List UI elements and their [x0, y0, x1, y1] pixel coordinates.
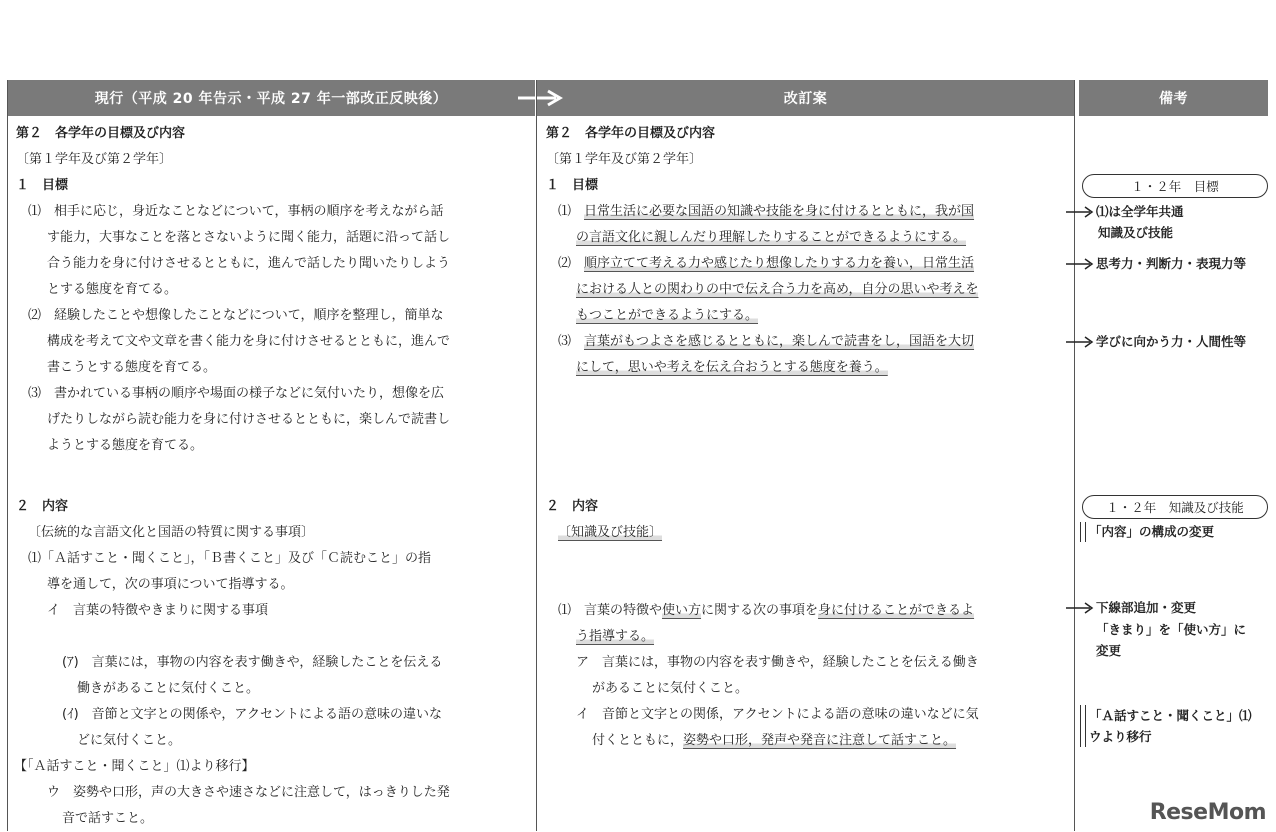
header-arrow-icon: [516, 88, 566, 108]
left-line: 〔第１学年及び第２学年〕: [16, 152, 173, 167]
left-line: 〔伝統的な言語文化と国語の特質に関する事項〕: [28, 525, 315, 540]
note-line: 変更: [1096, 643, 1122, 658]
notes-header-label: 備考: [1159, 91, 1188, 107]
right-line: 〔第１学年及び第２学年〕: [546, 152, 703, 167]
left-line: １ 目標: [16, 178, 69, 193]
note-line: ウより移行: [1089, 729, 1152, 744]
left-line: ２ 内容: [16, 499, 69, 514]
right-line: １ 目標: [546, 178, 599, 193]
right-line: 〔知識及び技能〕: [558, 525, 663, 540]
arrow-icon: [1066, 205, 1096, 219]
left-line: イ 言葉の特徴やきまりに関する事項: [47, 603, 269, 618]
note-line: 「内容」の構成の変更: [1089, 524, 1215, 539]
left-line: す能力，大事なことを落とさないように聞く能力，話題に沿って話し: [47, 230, 451, 245]
right-line: ２ 内容: [546, 499, 599, 514]
left-line: (ｱ) 言葉には，事物の内容を表す働きや，経験したことを伝える: [62, 655, 443, 670]
left-line: 構成を考えて文や文章を書く能力を身に付けさせるとともに，進んで: [47, 334, 451, 349]
right-line: の言語文化に親しんだり理解したりすることができるようにする。: [576, 230, 967, 245]
left-line: ⑵ 経験したことや想像したことなどについて，順序を整理し，簡単な: [28, 308, 444, 323]
note-line: 思考力・判断力・表現力等: [1096, 256, 1247, 271]
left-line: 音で話すこと。: [62, 811, 154, 826]
right-line: ア 言葉には，事物の内容を表す働きや，経験したことを伝える働き: [576, 655, 979, 670]
left-line: とする態度を育てる。: [47, 282, 178, 297]
left-line: げたりしながら読む能力を身に付けさせるとともに，楽しんで読書し: [47, 412, 451, 427]
note-line: 「きまり」を「使い方」に: [1096, 622, 1247, 637]
left-line: ウ 姿勢や口形，声の大きさや速さなどに注意して，はっきりした発: [47, 785, 450, 800]
right-border: [1074, 80, 1075, 831]
left-border: [7, 80, 8, 831]
right-line: ⑵ 順序立てて考える力や感じたり想像したりする力を養い，日常生活: [558, 256, 975, 271]
left-line: どに気付くこと。: [77, 733, 182, 748]
notes-header: [1079, 80, 1268, 116]
note-line: 学びに向かう力・人間性等: [1096, 334, 1247, 349]
vertical-bar: [1080, 522, 1086, 542]
left-line: 導を通して，次の事項について指導する。: [47, 577, 294, 592]
right-line: ⑴ 言葉の特徴や使い方に関する次の事項を身に付けることができるよ: [558, 603, 975, 618]
knowledge-pill: １・２年 知識及び技能: [1082, 495, 1268, 519]
left-line: (ｲ) 音節と文字との関係や，アクセントによる語の意味の違いな: [62, 707, 442, 722]
vertical-bar: [1080, 705, 1086, 747]
left-line: ようとする態度を育てる。: [47, 438, 204, 453]
left-line: 第２ 各学年の目標及び内容: [16, 126, 186, 141]
right-line: があることに気付くこと。: [592, 681, 749, 696]
right-line: における人との関わりの中で伝え合う力を高め，自分の思いや考えを: [576, 282, 979, 297]
mid-border: [536, 80, 537, 831]
revised-header-label: 改訂案: [783, 91, 828, 107]
current-header: [7, 80, 535, 116]
left-line: 働きがあることに気付くこと。: [77, 681, 260, 696]
right-line: もつことができるようにする。: [576, 308, 759, 323]
right-line: 付くとともに，姿勢や口形，発声や発音に注意して話すこと。: [592, 733, 957, 748]
right-line: 第２ 各学年の目標及び内容: [546, 126, 716, 141]
note-line: 知識及び技能: [1098, 225, 1174, 240]
current-header-label: 現行（平成 20 年告示・平成 27 年一部改正反映後）: [94, 91, 448, 107]
left-line: 合う能力を身に付けさせるとともに，進んで話したり聞いたりしよう: [47, 256, 451, 271]
right-line: にして，思いや考えを伝え合おうとする態度を養う。: [576, 360, 888, 375]
resemom-logo: ReseMom: [1149, 800, 1266, 825]
left-line: ⑴ 相手に応じ，身近なことなどについて，事柄の順序を考えながら話: [28, 204, 444, 219]
left-line: ⑴「Ａ話すこと・聞くこと」，「Ｂ書くこと」及び「Ｃ読むこと」の指: [28, 551, 432, 566]
arrow-icon: [1066, 257, 1096, 271]
note-line: ⑴は全学年共通: [1096, 204, 1184, 219]
left-line: ⑶ 書かれている事柄の順序や場面の様子などに気付いたり，想像を広: [28, 386, 445, 401]
note-line: 下線部追加・変更: [1096, 600, 1197, 615]
goal-pill: １・２年 目標: [1082, 174, 1268, 198]
right-line: ⑶ 言葉がもつよさを感じるとともに，楽しんで読書をし，国語を大切: [558, 334, 975, 349]
right-line: イ 音節と文字との関係，アクセントによる語の意味の違いなどに気: [576, 707, 979, 722]
note-line: 「Ａ話すこと・聞くこと」⑴: [1089, 708, 1252, 723]
revised-header: [537, 80, 1074, 116]
arrow-icon: [1066, 601, 1096, 615]
right-line: う指導する。: [576, 629, 655, 644]
left-line: 【「Ａ話すこと・聞くこと」⑴より移行】: [14, 759, 255, 774]
right-line: ⑴ 日常生活に必要な国語の知識や技能を身に付けるとともに，我が国: [558, 204, 975, 219]
arrow-icon: [1066, 335, 1096, 349]
left-line: 書こうとする態度を育てる。: [47, 360, 217, 375]
